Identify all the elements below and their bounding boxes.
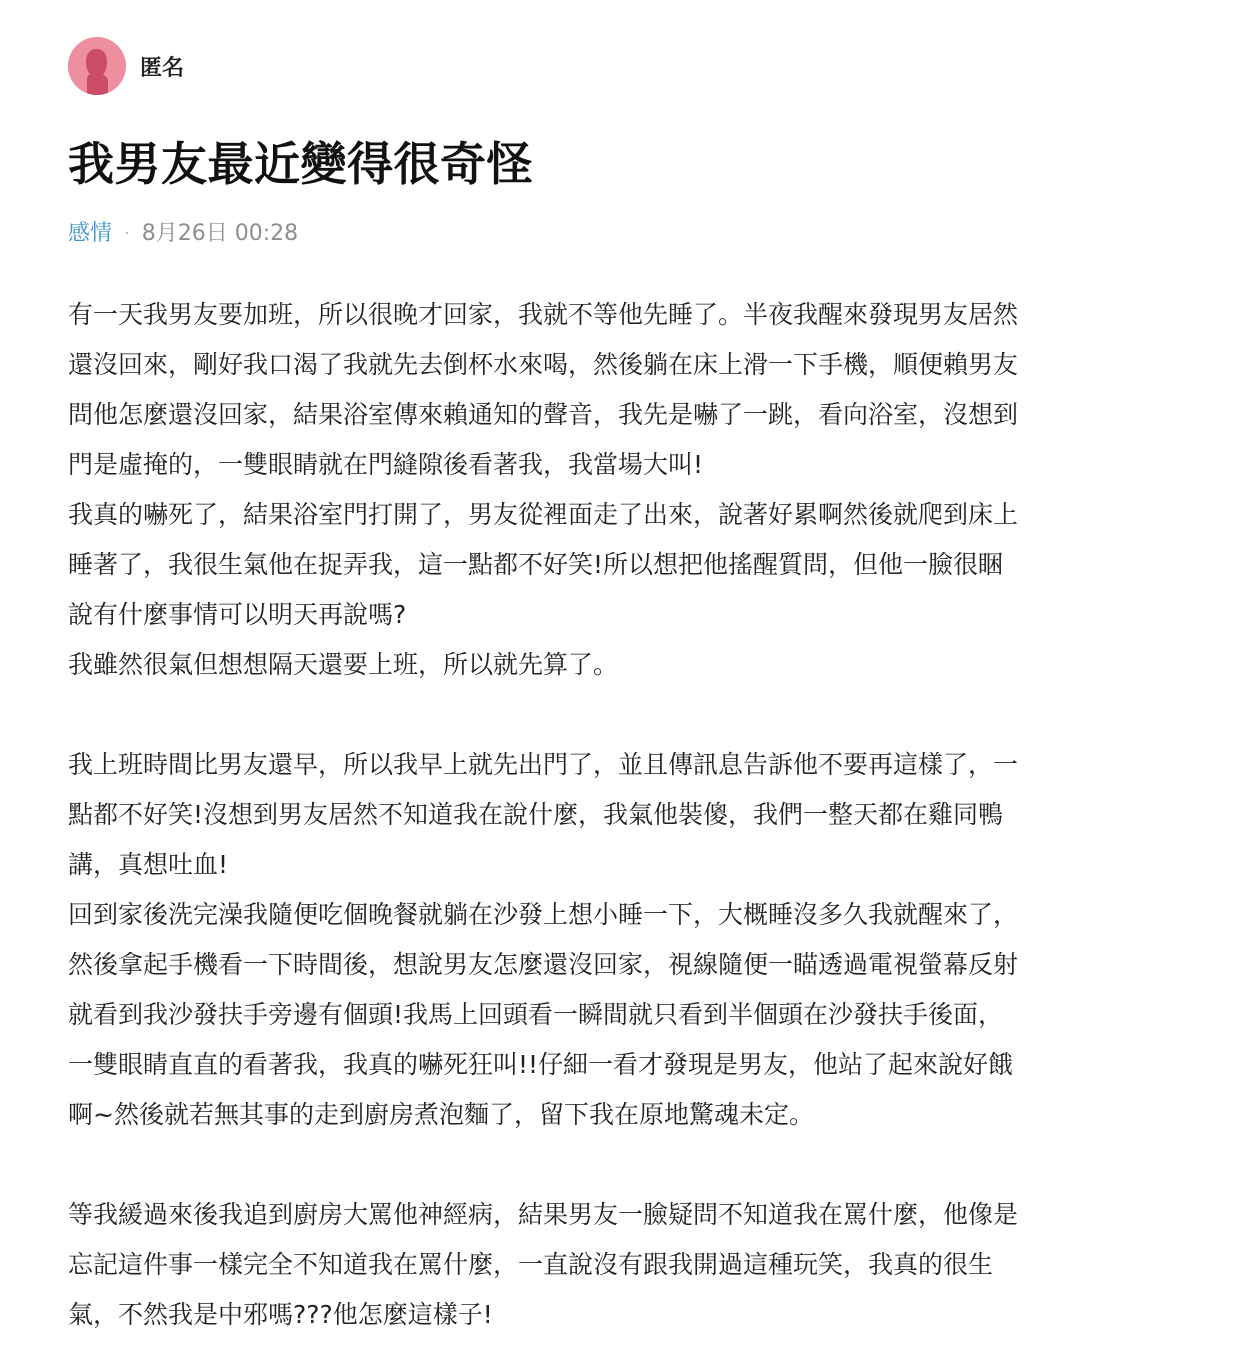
paragraph-gap <box>68 1140 1168 1190</box>
content-line: 點都不好笑!沒想到男友居然不知道我在說什麼，我氣他裝傻，我們一整天都在雞同鴨 <box>68 800 1004 829</box>
post-timestamp: 8月26日 00:28 <box>141 221 299 246</box>
content-line: 我真的嚇死了，結果浴室門打開了，男友從裡面走了出來，說著好累啊然後就爬到床上 <box>68 500 1019 529</box>
content-line: 問他怎麼還沒回家，結果浴室傳來賴通知的聲音，我先是嚇了一跳，看向浴室，沒想到 <box>68 400 1019 429</box>
female-silhouette-icon <box>68 37 126 95</box>
content-line: 還沒回來，剛好我口渴了我就先去倒杯水來喝，然後躺在床上滑一下手機，順便賴男友 <box>68 350 1019 379</box>
author-row <box>68 38 1188 94</box>
content-line: 啊~然後就若無其事的走到廚房煮泡麵了，留下我在原地驚魂未定。 <box>68 1100 814 1129</box>
paragraph-3 <box>68 1190 1168 1340</box>
content-line: 睡著了，我很生氣他在捉弄我，這一點都不好笑!所以想把他搖醒質問，但他一臉很睏 <box>68 550 1004 579</box>
paragraph-gap <box>68 690 1168 740</box>
paragraph-1 <box>68 290 1168 690</box>
post-title: 我男友最近變得很奇怪 <box>68 137 533 191</box>
content-line: 忘記這件事一樣完全不知道我在罵什麼，一直說沒有跟我開過這種玩笑，我真的很生 <box>68 1250 994 1279</box>
content-line: 有一天我男友要加班，所以很晚才回家，我就不等他先睡了。半夜我醒來發現男友居然 <box>68 300 1019 329</box>
content-line: 一雙眼睛直直的看著我，我真的嚇死狂叫!!仔細一看才發現是男友，他站了起來說好餓 <box>68 1050 1014 1079</box>
content-line: 說有什麼事情可以明天再說嗎? <box>68 600 407 629</box>
content-line: 回到家後洗完澡我隨便吃個晚餐就躺在沙發上想小睡一下，大概睡沒多久我就醒來了， <box>68 900 1019 929</box>
post-page <box>68 38 1188 1340</box>
content-line: 然後拿起手機看一下時間後，想說男友怎麼還沒回家，視線隨便一瞄透過電視螢幕反射 <box>68 950 1019 979</box>
content-line: 講，真想吐血! <box>68 850 229 879</box>
category-link[interactable]: 感情 <box>68 221 113 246</box>
content-line: 等我緩過來後我追到廚房大罵他神經病，結果男友一臉疑問不知道我在罵什麼，他像是 <box>68 1200 1019 1229</box>
content-line: 氣，不然我是中邪嗎???他怎麼這樣子! <box>68 1300 493 1329</box>
post-meta <box>68 216 1188 252</box>
paragraph-2 <box>68 740 1168 1140</box>
content-line: 門是虛掩的，一雙眼睛就在門縫隙後看著我，我當場大叫! <box>68 450 704 479</box>
content-line: 就看到我沙發扶手旁邊有個頭!我馬上回頭看一瞬間就只看到半個頭在沙發扶手後面， <box>68 1000 1004 1029</box>
post-content <box>68 290 1168 1340</box>
meta-separator: · <box>124 223 130 244</box>
avatar[interactable] <box>68 37 126 95</box>
content-line: 我雖然很氣但想想隔天還要上班，所以就先算了。 <box>68 650 619 679</box>
content-line: 我上班時間比男友還早，所以我早上就先出門了，並且傳訊息告訴他不要再這樣了，一 <box>68 750 1019 779</box>
author-name[interactable]: 匿名 <box>140 55 185 81</box>
